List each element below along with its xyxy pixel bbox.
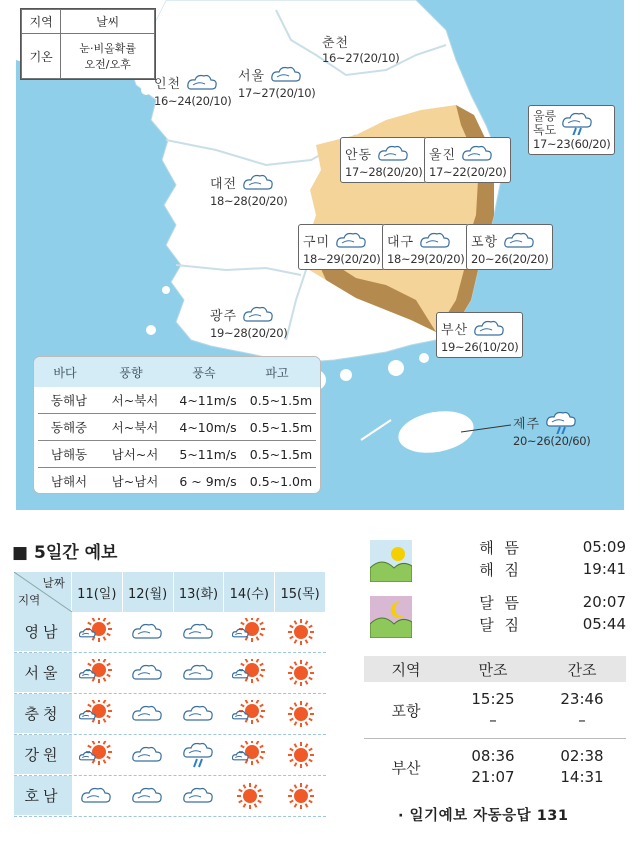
cloud-icon: [130, 782, 166, 810]
forecast-cell: [174, 653, 225, 693]
sun-cloud-icon: [232, 659, 268, 687]
table-row: [38, 387, 316, 414]
sea-cell: 0.5~1.0m: [249, 473, 313, 489]
forecast-cell: [72, 612, 123, 652]
sun-moon-value: 19:41: [582, 560, 626, 578]
forecast-day: 11(일): [72, 572, 123, 612]
table-row: [38, 441, 316, 468]
forecast-region: 호남: [14, 776, 72, 816]
city-temp: 16~24(20/10): [154, 94, 232, 108]
sun-moon-table: [368, 536, 626, 635]
sun-cloud-icon: [232, 618, 268, 646]
forecast-cell: [224, 653, 275, 693]
sea-cell: 4~11m/s: [179, 392, 237, 408]
forecast-cell: [275, 694, 326, 734]
tide-time: 15:25: [471, 690, 515, 708]
sun-moon-label: 해 짐: [479, 560, 522, 579]
city-gumi: [298, 224, 385, 270]
sea-cell: 0.5~1.5m: [249, 392, 313, 408]
forecast-cell: [123, 735, 174, 775]
cloud-icon: [79, 782, 115, 810]
tide-high: [448, 689, 538, 731]
sun-cloud-icon: [79, 700, 115, 728]
table-row: [38, 468, 316, 494]
city-temp: 18~29(20/20): [387, 252, 465, 266]
forecast-cell: [275, 653, 326, 693]
sea-cell: 4~10m/s: [179, 419, 237, 435]
city-andong: [340, 137, 427, 183]
sea-cell: 남~남서: [111, 474, 159, 489]
cloud-icon: [130, 741, 166, 769]
city-temp: 20~26(20/60): [513, 434, 591, 448]
city-name: 제주: [513, 416, 541, 432]
forecast-cell: [174, 776, 225, 816]
sea-header-cell: 바다: [53, 365, 77, 380]
sun-moon-row: [368, 536, 626, 558]
square-bullet-icon: ■: [12, 543, 34, 563]
tide-time: –: [578, 711, 586, 729]
tide-high: [448, 746, 538, 788]
sun-icon: [283, 741, 319, 769]
legend-weather: 날씨: [61, 10, 155, 34]
forecast-day: 12(월): [123, 572, 174, 612]
forecast-cell: [174, 694, 225, 734]
sea-cell: 동해중: [50, 420, 88, 435]
sea-cell: 남해서: [50, 474, 88, 489]
city-temp: 19~26(10/20): [441, 340, 519, 354]
map-legend: [20, 8, 156, 80]
forecast-title-text: 5일간 예보: [33, 543, 118, 563]
tide-header-cell: 만조: [478, 660, 508, 679]
city-pohang: [466, 224, 553, 270]
forecast-day: 13(화): [174, 572, 225, 612]
rain-cloud-icon: [544, 410, 578, 434]
table-row: [38, 414, 316, 441]
city-gwangju: [210, 302, 287, 340]
cloud-icon: [241, 302, 275, 326]
sun-icon: [283, 659, 319, 687]
city-busan: [436, 312, 523, 358]
city-name: 안동: [345, 147, 373, 163]
city-temp: 17~23(60/20): [533, 137, 611, 151]
cloud-icon: [472, 316, 506, 340]
forecast-day: 14(수): [224, 572, 275, 612]
forecast-cell: [123, 612, 174, 652]
sun-icon: [283, 700, 319, 728]
forecast-cell: [275, 612, 326, 652]
rain-cloud-icon: [560, 111, 594, 135]
sun-cloud-icon: [79, 741, 115, 769]
city-seoul: [238, 62, 315, 100]
city-name: 서울: [238, 68, 266, 84]
tide-region: 부산: [391, 758, 421, 777]
forecast-cell: [123, 776, 174, 816]
city-incheon: [154, 70, 231, 108]
cloud-icon: [185, 70, 219, 94]
sun-moon-value: 05:44: [582, 615, 626, 633]
legend-region: 지역: [22, 10, 61, 34]
sea-cell: 동해남: [50, 393, 88, 408]
sun-icon: [232, 782, 268, 810]
forecast-row: [14, 776, 326, 817]
city-name: 부산: [441, 322, 469, 338]
legend-prob: [61, 34, 155, 79]
sea-cell: 남해동: [50, 447, 88, 462]
city-temp: 20~26(20/20): [471, 252, 549, 266]
weather-map: [16, 0, 624, 510]
tide-region: 포항: [391, 701, 421, 720]
forecast-day: 15(목): [275, 572, 326, 612]
sea-header-cell: 파고: [265, 365, 289, 380]
tide-low: [538, 746, 626, 788]
tide-low: [538, 689, 626, 731]
city-temp: 18~29(20/20): [303, 252, 381, 266]
tide-time: 14:31: [560, 768, 604, 786]
tide-header: [364, 656, 626, 682]
sun-moon-label: 해 뜸: [479, 538, 522, 557]
sun-icon: [283, 618, 319, 646]
city-ulleung-dokdo: [528, 105, 615, 155]
city-temp: 17~28(20/20): [345, 165, 423, 179]
city-temp: 16~27(20/10): [322, 51, 400, 65]
city-name: 구미: [303, 234, 331, 250]
city-name: 독도: [533, 123, 557, 137]
forecast-row: [14, 735, 326, 776]
cloud-icon: [376, 141, 410, 165]
sun-cloud-icon: [79, 618, 115, 646]
forecast-region: 서울: [14, 653, 72, 693]
city-temp: 18~28(20/20): [210, 194, 288, 208]
forecast-region: 강원: [14, 735, 72, 775]
cloud-icon: [418, 228, 452, 252]
tide-time: –: [489, 711, 497, 729]
forecast-title: [12, 538, 117, 563]
forecast-corner: [14, 572, 72, 612]
tide-time: 23:46: [560, 690, 604, 708]
tide-header-cell: 간조: [567, 660, 597, 679]
cloud-icon: [181, 700, 217, 728]
forecast-region: 영남: [14, 612, 72, 652]
cloud-icon: [130, 700, 166, 728]
sea-conditions-table: [34, 357, 320, 493]
forecast-cell: [72, 735, 123, 775]
forecast-cell: [174, 735, 225, 775]
table-row: [364, 682, 626, 739]
sun-moon-row: [368, 613, 626, 635]
sea-header-cell: 풍향: [119, 365, 143, 380]
corner-region-label: 지역: [18, 593, 41, 607]
city-name: 울릉: [533, 109, 557, 123]
city-jeju: [513, 410, 590, 448]
corner-date-label: 날짜: [42, 576, 65, 590]
phone-service-note: · 일기예보 자동응답 131: [398, 808, 569, 824]
sun-cloud-icon: [232, 741, 268, 769]
city-name: 포항: [471, 234, 499, 250]
tide-time: 21:07: [471, 768, 515, 786]
cloud-icon: [181, 659, 217, 687]
forecast-cell: [123, 694, 174, 734]
tide-time: 02:38: [560, 747, 604, 765]
table-row: [364, 739, 626, 795]
tide-header-cell: 지역: [391, 660, 421, 679]
forecast-cell: [72, 694, 123, 734]
sun-cloud-icon: [232, 700, 268, 728]
forecast-cell: [72, 776, 123, 816]
forecast-cell: [72, 653, 123, 693]
cloud-icon: [502, 228, 536, 252]
cloud-icon: [130, 618, 166, 646]
city-name: 춘천: [322, 36, 350, 51]
cloud-icon: [181, 782, 217, 810]
sun-icon: [283, 782, 319, 810]
sun-moon-row: [368, 558, 626, 580]
rain-cloud-icon: [181, 741, 217, 769]
forecast-row: [14, 653, 326, 694]
sea-cell: 서~북서: [111, 393, 159, 408]
city-name: 대구: [387, 234, 415, 250]
city-daegu: [382, 224, 469, 270]
forecast-cell: [123, 653, 174, 693]
forecast-cell: [224, 612, 275, 652]
city-name: 인천: [154, 76, 182, 92]
cloud-icon: [460, 141, 494, 165]
city-name: 대전: [210, 176, 238, 192]
forecast-cell: [224, 694, 275, 734]
city-name-stack: [533, 109, 556, 137]
sea-cell: 서~북서: [111, 420, 159, 435]
sea-cell: 5~11m/s: [179, 446, 237, 462]
cloud-icon: [241, 170, 275, 194]
sun-moon-value: 20:07: [582, 593, 626, 611]
sea-cell: 남서~서: [111, 447, 159, 462]
tide-table: [364, 656, 626, 795]
sea-cell: 0.5~1.5m: [249, 419, 313, 435]
sun-moon-value: 05:09: [582, 538, 626, 556]
cloud-icon: [181, 618, 217, 646]
city-temp: 17~22(20/20): [429, 165, 507, 179]
cloud-icon: [130, 659, 166, 687]
forecast-cell: [174, 612, 225, 652]
city-uljin: [424, 137, 511, 183]
city-chuncheon: [322, 32, 399, 65]
sea-table-header: [34, 357, 320, 387]
forecast-cell: [224, 735, 275, 775]
legend-prob-label: 눈·비올확률: [79, 42, 136, 56]
forecast-grid: [14, 572, 326, 817]
forecast-cell: [275, 776, 326, 816]
sun-moon-row: [368, 591, 626, 613]
forecast-region: 충청: [14, 694, 72, 734]
city-daejeon: [210, 170, 287, 208]
sun-moon-label: 달 뜸: [479, 593, 522, 612]
sea-cell: 6 ~ 9m/s: [179, 473, 237, 489]
city-temp: 17~27(20/10): [238, 86, 316, 100]
city-name: 광주: [210, 308, 238, 324]
sea-header-cell: 풍속: [192, 365, 216, 380]
sun-moon-label: 달 짐: [479, 615, 522, 634]
legend-temp: 기온: [22, 34, 61, 79]
forecast-row: [14, 612, 326, 653]
city-name: 울진: [429, 147, 457, 163]
forecast-header: [14, 572, 326, 612]
forecast-row: [14, 694, 326, 735]
forecast-cell: [224, 776, 275, 816]
tide-time: 08:36: [471, 747, 515, 765]
city-temp: 19~28(20/20): [210, 326, 288, 340]
cloud-icon: [334, 228, 368, 252]
legend-ampm-label: 오전/오후: [84, 58, 131, 72]
cloud-icon: [269, 62, 303, 86]
sun-cloud-icon: [79, 659, 115, 687]
forecast-cell: [275, 735, 326, 775]
sea-cell: 0.5~1.5m: [249, 446, 313, 462]
